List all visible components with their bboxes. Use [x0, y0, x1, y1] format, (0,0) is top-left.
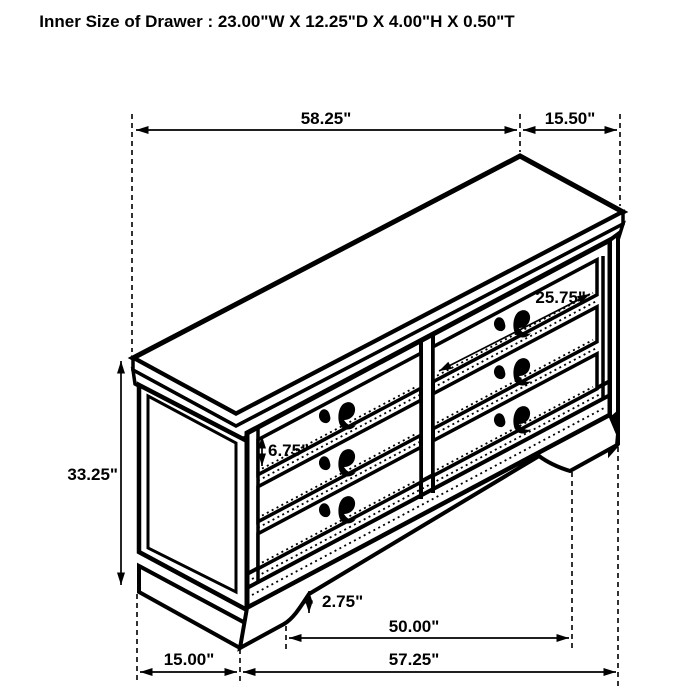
- dim-arch-width-label: 50.00": [388, 617, 440, 636]
- dim-drawer-front-height-label: 6.75": [268, 441, 310, 460]
- dim-overall-height-label: 33.25": [67, 465, 118, 484]
- diagram-title: Inner Size of Drawer : 23.00"W X 12.25"D X 4.00"H X 0.50"T: [39, 12, 515, 31]
- dim-foot-height: [309, 591, 363, 613]
- dim-bottom-length: [243, 650, 616, 672]
- dim-overall-height: [67, 361, 121, 585]
- dim-drawer-width-label: 25.75": [535, 288, 586, 307]
- dim-arch-width: [289, 617, 569, 638]
- dim-bottom-length-label: 57.25": [388, 650, 440, 669]
- dim-foot-height-label: 2.75": [322, 592, 364, 611]
- dim-top-length: [136, 109, 517, 130]
- dim-top-depth: [523, 109, 617, 130]
- dim-top-length-label: 58.25": [300, 109, 352, 128]
- dim-bottom-depth-label: 15.00": [163, 650, 215, 669]
- dim-top-depth-label: 15.50": [544, 109, 596, 128]
- dim-bottom-depth: [140, 650, 237, 672]
- dresser-drawing: [133, 156, 623, 648]
